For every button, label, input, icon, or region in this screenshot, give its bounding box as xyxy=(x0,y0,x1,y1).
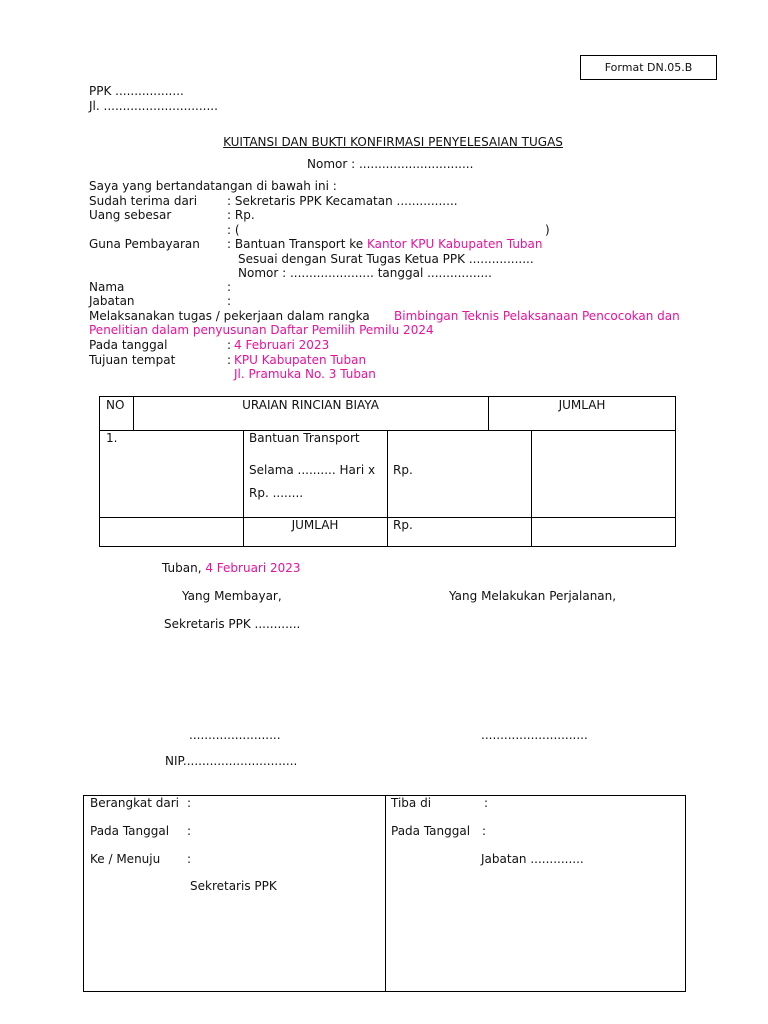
uang-value: : Rp. xyxy=(227,208,255,222)
format-code-box xyxy=(580,55,717,80)
col-jumlah: JUMLAH xyxy=(558,398,606,412)
format-code: Format DN.05.B xyxy=(604,61,693,74)
nomor-tanggal: Nomor : ...................... tanggal ................. xyxy=(238,266,492,280)
uang-close: ) xyxy=(545,223,550,237)
jabatan-right: Jabatan .............. xyxy=(481,852,584,866)
ke-colon: : xyxy=(187,852,192,866)
signature-date: 4 Februari 2023 xyxy=(205,561,301,575)
pada-tanggal-left: Pada Tanggal xyxy=(90,824,170,838)
col-uraian: URAIAN RINCIAN BIAYA xyxy=(242,398,379,412)
sekretaris-label: Sekretaris PPK xyxy=(190,879,277,893)
pada-value: 4 Februari 2023 xyxy=(234,338,330,352)
intro-text: Saya yang bertandatangan di bawah ini : xyxy=(89,179,337,193)
pada-colon-right: : xyxy=(482,824,487,838)
uang-terbilang: : ( xyxy=(227,223,240,237)
sudah-value: : Sekretaris PPK Kecamatan ................ xyxy=(227,194,458,208)
row-desc-1: Bantuan Transport xyxy=(249,431,360,445)
ke-menuju-label: Ke / Menuju xyxy=(90,852,161,866)
guna-destination: Kantor KPU Kabupaten Tuban xyxy=(366,237,543,251)
total-rp: Rp. xyxy=(393,518,413,532)
table-divider xyxy=(531,430,532,547)
pada-colon: : xyxy=(227,338,232,352)
document-number: Nomor : .............................. xyxy=(307,157,474,171)
document-title: KUITANSI DAN BUKTI KONFIRMASI PENYELESAIAN TUGAS xyxy=(223,135,563,149)
tiba-colon: : xyxy=(484,796,489,810)
header-ppk: PPK .................. xyxy=(89,84,184,98)
guna-label: Guna Pembayaran xyxy=(89,237,200,251)
kegiatan-line1: Bimbingan Teknis Pelaksanaan Pencocokan dan xyxy=(394,309,680,323)
guna-text: : Bantuan Transport ke xyxy=(227,237,367,251)
payer-nip: NIP.............................. xyxy=(165,754,298,768)
col-no: NO xyxy=(106,398,125,412)
nama-colon: : xyxy=(227,280,232,294)
nama-label: Nama xyxy=(89,280,125,294)
melaksanakan-text: Melaksanakan tugas / pekerjaan dalam rangka xyxy=(89,309,370,323)
guna-value xyxy=(227,237,543,252)
payer-label: Yang Membayar, xyxy=(182,589,282,603)
pada-colon-left: : xyxy=(187,824,192,838)
header-jl: Jl. .............................. xyxy=(89,99,218,113)
row-no: 1. xyxy=(106,431,118,445)
tiba-label: Tiba di xyxy=(391,796,432,810)
payer-sign-dots: ........................ xyxy=(189,728,281,742)
tujuan-value: KPU Kabupaten Tuban xyxy=(234,353,367,367)
tujuan-alamat: Jl. Pramuka No. 3 Tuban xyxy=(234,367,376,381)
pada-tanggal-right: Pada Tanggal xyxy=(391,824,471,838)
traveler-label: Yang Melakukan Perjalanan, xyxy=(449,589,617,603)
row-rp: Rp. xyxy=(393,463,413,477)
tujuan-label: Tujuan tempat xyxy=(89,353,176,367)
sudah-label: Sudah terima dari xyxy=(89,194,198,208)
jabatan-label: Jabatan xyxy=(89,294,135,308)
signature-place: Tuban, xyxy=(162,561,206,575)
tujuan-colon: : xyxy=(227,353,232,367)
traveler-sign-dots: ............................ xyxy=(481,728,588,742)
berangkat-colon: : xyxy=(187,796,192,810)
payer-title: Sekretaris PPK ............ xyxy=(164,617,301,631)
pada-label: Pada tanggal xyxy=(89,338,168,352)
uang-label: Uang sebesar xyxy=(89,208,172,222)
row-desc-2: Selama .......... Hari x xyxy=(249,463,376,477)
kegiatan-line2: Penelitian dalam penyusunan Daftar Pemilih Pemilu 2024 xyxy=(89,323,434,337)
signature-place-date xyxy=(162,561,301,576)
travel-divider xyxy=(385,795,386,992)
total-label: JUMLAH xyxy=(291,518,339,532)
table-divider xyxy=(387,430,388,547)
row-desc-3: Rp. ........ xyxy=(249,486,304,500)
jabatan-colon: : xyxy=(227,294,232,308)
berangkat-label: Berangkat dari xyxy=(90,796,179,810)
sesuai-text: Sesuai dengan Surat Tugas Ketua PPK ................. xyxy=(238,252,534,266)
